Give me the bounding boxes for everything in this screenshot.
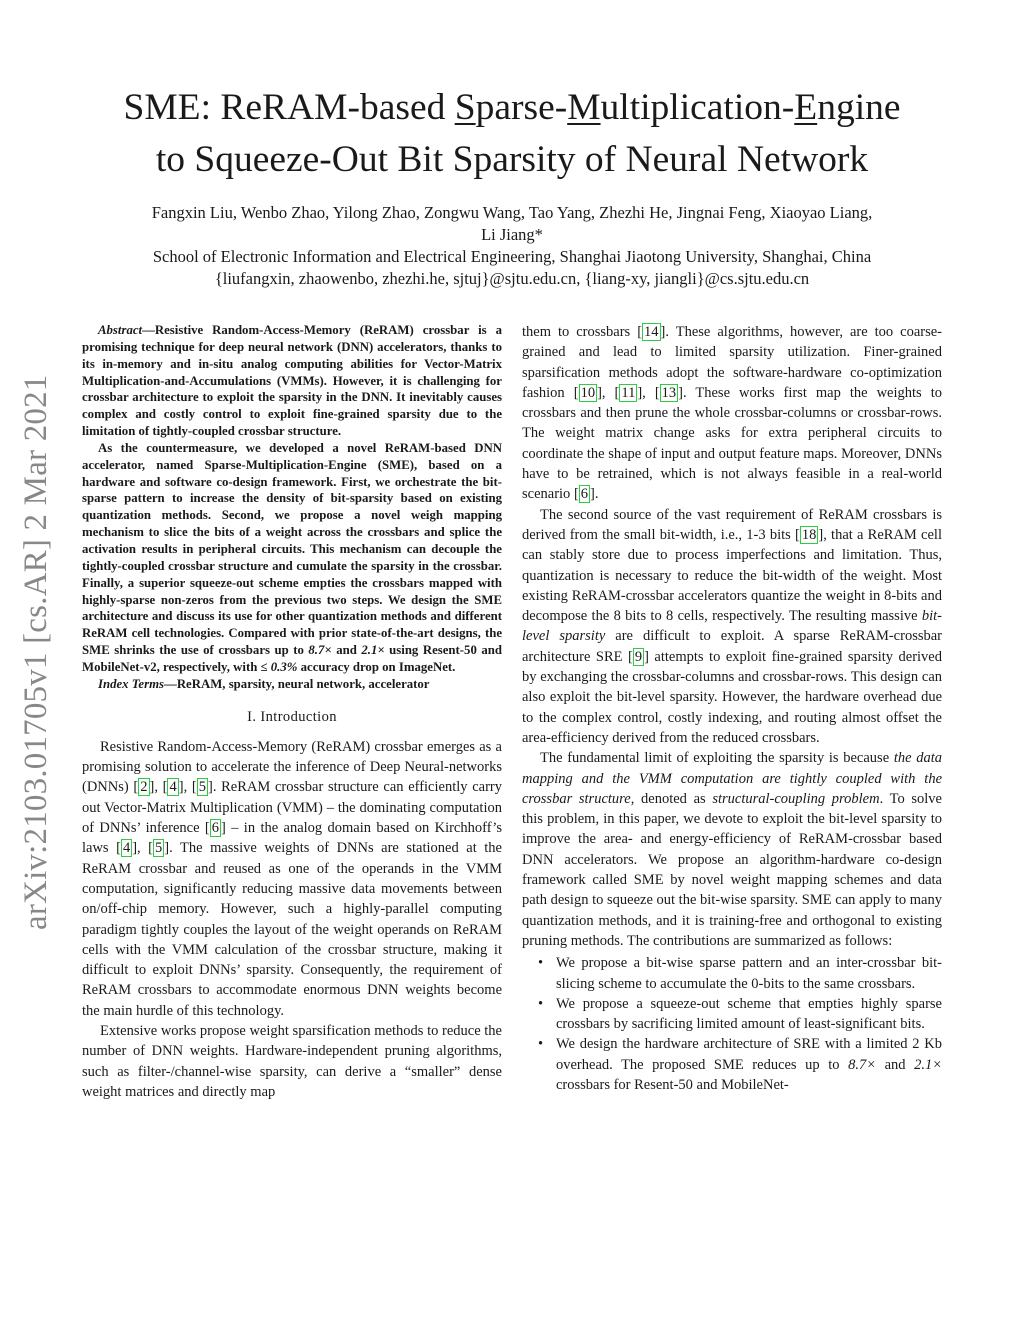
body-text: . These algorithms, however, are too coarse-grained and lead to limited sparsity utilization. Finer-grained sparsification methods adopt the software-hardware co-optimization fashion bbox=[522, 324, 943, 401]
abstract-text: accuracy drop on ImageNet. bbox=[297, 659, 456, 674]
list-item: • We propose a bit-wise sparse pattern and an inter-crossbar bit-slicing scheme to accumulate the 0-bits to the same crossbars. bbox=[556, 953, 942, 994]
index-terms-label: Index Terms bbox=[98, 676, 165, 691]
body-text: , that a ReRAM cell can stably store due to process imperfections and limitation. Thus, quantization is necessary to reduce the bit-width of the weight. Most existing ReRAM-crossbar accelerators quantize the weight in 8-bits and decompose the 8 bits to 8 cells, respectively. The resulting massive bbox=[522, 526, 942, 625]
abstract-paragraph-2 bbox=[82, 440, 502, 676]
body-text: The second source of the vast requirement of ReRAM crossbars is derived from the small bit-width, i.e., 1-3 bits bbox=[522, 506, 942, 543]
right-paragraph-2: The second source of the vast requirement of ReRAM crossbars is derived from the small bit-width, i.e., 1-3 bits [ 18 ], that a ReRAM cell can stably store due to process imperfections and limitation. Thus, quantization is necessary to reduce the bit-width of the weight. Most existing ReRAM-crossbar accelerators quantize the weight in 8-bits and decompose the 8 bits to 8 cells, respectively. The resulting massive bit-level sparsity are difficult to exploit. A sparse ReRAM-crossbar architecture SRE [ 9 ] attempts to exploit fine-grained sparsity derived by exchanging the crossbar-columns and crossbar-rows. This design can also exploit the bit-level sparsity. However, the hardware overhead due to the complex control, costly indexing, and routing almost offset the area-efficiency derived from the reduced crossbars. bbox=[522, 506, 942, 746]
list-item bbox=[556, 1034, 942, 1095]
body-text: . These works first map the weights to crossbars and then prune the whole crossbar-columns or crossbar-rows. The weight matrix change asks for extra peripheral circuits to coordinate the shape of input and output feature maps. Moreover, DNNs have to be retrained, which is not always feasible in a real-world scenario bbox=[522, 384, 942, 503]
body-text: Resistive Random-Access-Memory (ReRAM) crossbar emerges as a promising solution to accelerate the inference of Deep Neural-networks (DNNs) bbox=[82, 738, 502, 796]
citation-link[interactable]: 6 bbox=[580, 486, 589, 503]
citation-link[interactable]: 2 bbox=[140, 779, 148, 796]
math-value: 8.7× bbox=[848, 1056, 876, 1073]
contributions-list bbox=[522, 953, 942, 1095]
section-heading-introduction: I. Introduction bbox=[247, 708, 337, 725]
abstract-text: As the countermeasure, we developed a novel ReRAM-based DNN accelerator, named Sparse-Multiplication-Engine (SME), based on a hardware and software co-design framework. First, we orchestrate the bit-sparse pattern to increase the density of bit-sparsity based on existing quantization methods. Second, we propose a novel weigh mapping mechanism to slice the bits of a weight across the crossbars and splice the activation results in peripheral circuits. This mechanism can decouple the tightly-coupled crossbar structure and cumulate the sparsity in the crossbar. Finally, a superior squeeze-out scheme empties the crossbars mapped with highly-sparse non-zeros from the previous two steps. We design the SME architecture and discuss its use for other quantization methods and different ReRAM cell technologies. Compared with prior state-of-the-art designs, the SME shrinks the use of crossbars up to bbox=[82, 440, 502, 658]
body-text: crossbars for Resent-50 and MobileNet- bbox=[556, 1076, 789, 1093]
body-text: and bbox=[876, 1056, 915, 1073]
body-text: . To solve this problem, in this paper, we devote to exploit the bit-level sparsity to improve the area- and energy-efficiency of ReRAM-crossbar based DNN accelerators. We propose an algorithm-hardware co-design framework called SME by novel weight mapping schemes and data path design to squeeze out the bit-wise sparsity. SME can apply to many quantization methods, and it is training-free and orthogonal to existing pruning methods. The contributions are summarized as follows: bbox=[522, 790, 942, 949]
author-block bbox=[60, 202, 964, 290]
body-text: . ReRAM crossbar structure can efficiently carry out Vector-Matrix Multiplication (VMM) – the dominating computation of DNNs’ inference bbox=[82, 779, 502, 837]
math-value: 2.1× bbox=[914, 1056, 943, 1073]
abstract-paragraph-1: Abstract—Resistive Random-Access-Memory (ReRAM) crossbar is a promising technique for deep neural network (DNN) accelerators, thanks to its in-memory and in-situ analog computing abilities for Vector-Matrix Multiplication-and-Accumulations (VMMs). However, it is challenging for crossbar architecture to exploit the sparsity in the DNN. It inevitably causes complex and costly control to exploit fine-grained sparsity due to the limitation of tightly-coupled crossbar structure. bbox=[82, 323, 502, 439]
body-text: . The massive weights of DNNs are stationed at the ReRAM crossbar and reused as one of the operands in the VMM computation, significantly reducing massive data movements between on/off-chip memory. However, such a highly-parallel computing paradigm tightly couples the layout of the weight operands on ReRAM cells with the VMM calculation of the crossbar structure, making it difficult to exploit DNNs’ sparsity. Consequently, the requirement of ReRAM crossbars to accommodate enormous DNN weights become the main hurdle of this technology. bbox=[82, 840, 502, 1019]
emphasis-text: the data mapping and the VMM computation are tightly coupled with the crossbar structure bbox=[522, 750, 942, 807]
index-terms: Index Terms—ReRAM, sparsity, neural network, accelerator bbox=[98, 676, 430, 691]
math-value: 2.1× bbox=[361, 643, 385, 658]
body-text: The fundamental limit of exploiting the sparsity is because bbox=[540, 750, 894, 767]
right-paragraph-1: them to crossbars [ 14 ]. These algorithms, however, are too coarse-grained and lead to limited sparsity utilization. Finer-grained sparsification methods adopt the software-hardware co-optimization fashion [ 10 ], [ 11 ], [ 13 ]. These works first map the weights to crossbars and then prune the whole crossbar-columns or crossbar-rows. The weight matrix change asks for extra peripheral circuits to coordinate the shape of input and output feature maps. Moreover, DNNs have to be retrained, which is not always feasible in a real-world scenario [ 6 ]. bbox=[522, 324, 943, 503]
math-value: 8.7× bbox=[308, 643, 332, 658]
emphasis-text: bit-level sparsity bbox=[522, 608, 942, 645]
title-underlined-s: S bbox=[454, 87, 476, 128]
math-value: ≤ 0.3% bbox=[260, 659, 298, 674]
citation-link[interactable]: 4 bbox=[122, 840, 131, 857]
title-line-2: to Squeeze-Out Bit Sparsity of Neural Network bbox=[155, 139, 869, 180]
body-text: them to crossbars bbox=[522, 324, 638, 340]
body-text: , denoted as bbox=[630, 790, 713, 807]
list-item: • We propose a squeeze-out scheme that empties highly sparse crossbars by sacrificing limited amount of least-significant bits. bbox=[556, 994, 942, 1035]
citation-link[interactable]: 4 bbox=[169, 779, 177, 796]
right-column bbox=[522, 322, 942, 1095]
title-text: parse- bbox=[475, 87, 568, 128]
title-text: ngine bbox=[817, 87, 901, 128]
affiliation: School of Electronic Information and Electrical Engineering, Shanghai Jiaotong University, Shanghai, China bbox=[152, 247, 872, 266]
title-text: ultiplication- bbox=[600, 87, 795, 128]
paper-title bbox=[60, 82, 964, 186]
index-terms-text: ReRAM, sparsity, neural network, accelerator bbox=[176, 676, 430, 691]
intro-paragraph-1: Resistive Random-Access-Memory (ReRAM) crossbar emerges as a promising solution to accelerate the inference of Deep Neural-networks (DNNs) [ 2 ], [ 4 ], [ 5 ]. ReRAM crossbar structure can efficiently carry out Vector-Matrix Multiplication (VMM) – the dominating computation of DNNs’ inference [ 6 ] – in the analog domain based on Kirchhoff’s laws [ 4 ], [ 5 ]. The massive weights of DNNs are stationed at the ReRAM crossbar and reused as one of the operands in the VMM computation, significantly reducing massive data movements between on/off-chip memory. However, such a highly-parallel computing paradigm tightly couples the layout of the weight operands on ReRAM cells with the VMM calculation of the crossbar structure, making it difficult to exploit DNNs’ sparsity. Consequently, the requirement of ReRAM crossbars to accommodate enormous DNN weights become the main hurdle of this technology. bbox=[82, 738, 502, 1019]
body-text: – in the analog domain based on Kirchhoff’s laws bbox=[82, 820, 502, 857]
abstract-text: Resistive Random-Access-Memory (ReRAM) crossbar is a promising technique for deep neural network (DNN) accelerators, thanks to its in-memory and in-situ analog computing abilities for Vector-Matrix Multiplication-and-Accumulations (VMMs). However, it is challenging for crossbar architecture to exploit the sparsity in the DNN. It inevitably causes complex and costly control to exploit fine-grained sparsity due to the limitation of tightly-coupled crossbar structure. bbox=[82, 323, 502, 439]
citation-link[interactable]: 6 bbox=[211, 820, 219, 837]
body-text: . bbox=[594, 486, 599, 503]
citation-link[interactable]: 5 bbox=[198, 779, 206, 796]
abstract-text: using Resent-50 and MobileNet-v2, respectively, with bbox=[82, 643, 502, 674]
title-underlined-e: E bbox=[794, 87, 818, 128]
title-underlined-m: M bbox=[567, 87, 601, 128]
left-column bbox=[82, 322, 502, 1102]
title-line-1 bbox=[60, 82, 964, 134]
body-text: attempts to exploit fine-grained sparsity derived by exchanging the crossbar-columns and crossbar-rows. This design can also exploit the bit-level sparsity. However, the hardware overhead due to the complex control, costly indexing, and routing almost offset the area-efficiency derived from the reduced crossbars. bbox=[522, 648, 942, 746]
citation-link[interactable]: 11 bbox=[621, 384, 636, 401]
abstract-label: Abstract bbox=[98, 323, 143, 337]
body-text: We design the hardware architecture of SRE with a limited 2 Kb overhead. The proposed SME reduces up to bbox=[556, 1036, 942, 1073]
citation-link[interactable]: 9 bbox=[634, 648, 643, 665]
citation-link[interactable]: 13 bbox=[661, 384, 677, 401]
body-text: are difficult to exploit. A sparse ReRAM-crossbar architecture SRE bbox=[522, 628, 942, 665]
author-names: Fangxin Liu, Wenbo Zhao, Yilong Zhao, Zongwu Wang, Tao Yang, Zhezhi He, Jingnai Feng, Xiaoyao Liang, bbox=[151, 203, 873, 222]
citation-link[interactable]: 18 bbox=[801, 526, 817, 543]
citation-link[interactable]: 10 bbox=[580, 384, 596, 401]
citation-link[interactable]: 5 bbox=[155, 840, 163, 857]
emphasis-text: structural-coupling problem bbox=[712, 790, 880, 807]
citation-link[interactable]: 14 bbox=[644, 324, 659, 340]
right-paragraph-3 bbox=[522, 748, 942, 951]
author-emails: {liufangxin, zhaowenbo, zhezhi.he, sjtuj}@sjtu.edu.cn, {liang-xy, jiangli}@cs.sjtu.edu.cn bbox=[214, 269, 810, 288]
abstract bbox=[82, 322, 502, 693]
arxiv-identifier: arXiv:2103.01705v1 [cs.AR] 2 Mar 2021 bbox=[18, 374, 54, 930]
abstract-text: and bbox=[331, 643, 362, 658]
intro-paragraph-2: Extensive works propose weight sparsification methods to reduce the number of DNN weights. Hardware-independent pruning algorithms, such as filter-/channel-wise sparsity, can derive a “smaller” dense weight matrices and directly map bbox=[82, 1023, 502, 1100]
title-text: SME: ReRAM-based bbox=[123, 87, 455, 128]
author-names-continued: Li Jiang* bbox=[481, 225, 543, 244]
